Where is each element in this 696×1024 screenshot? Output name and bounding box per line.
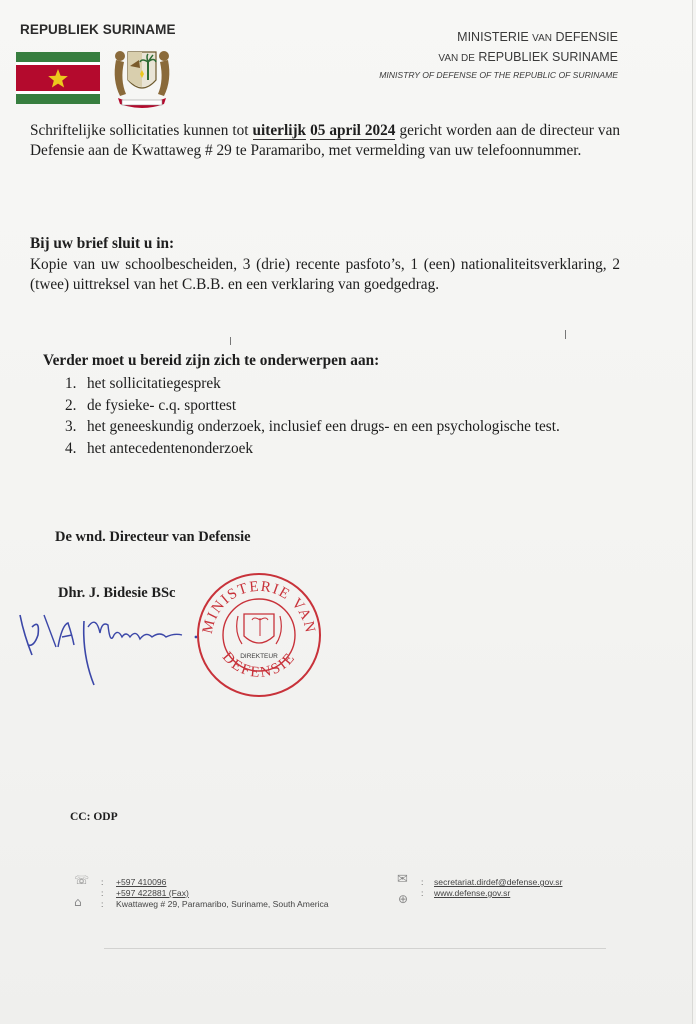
ministry-name-en: MINISTRY OF DEFENSE OF THE REPUBLIC OF SURINAME bbox=[379, 70, 618, 80]
fax-number[interactable]: +597 422881 (Fax) bbox=[116, 888, 189, 898]
scan-mark bbox=[565, 330, 566, 339]
official-stamp bbox=[194, 570, 324, 700]
handwritten-signature bbox=[10, 585, 210, 695]
email-link[interactable]: secretariat.dirdef@defense.gov.sr bbox=[434, 877, 563, 887]
suriname-flag bbox=[16, 52, 100, 104]
requirements-heading: Verder moet u bereid zijn zich te onderwerpen aan: bbox=[43, 352, 380, 369]
list-item: 1. het sollicitatiegesprek bbox=[65, 375, 221, 392]
contact-footer: ☏ : : : ⌂ +597 410096 +597 422881 (Fax) Kwattaweg # 29, Paramaribo, Suriname, South America ✉ : ⊕ : secretariat.dirdef@defense.gov.sr www.defense.gov.sr bbox=[74, 872, 563, 909]
deadline-date: 05 april 2024 bbox=[310, 122, 396, 139]
location-icon: ⌂ bbox=[74, 895, 82, 909]
ministry-header bbox=[379, 30, 618, 80]
coat-of-arms bbox=[106, 40, 178, 112]
list-item: 3. het geneeskundig onderzoek, inclusief een drugs- en een psychologische test. bbox=[65, 418, 560, 435]
footer-divider bbox=[104, 948, 606, 949]
attachments-heading: Bij uw brief sluit u in: bbox=[30, 235, 175, 252]
scan-mark bbox=[230, 337, 231, 345]
mail-icon: ✉ bbox=[397, 872, 408, 887]
list-item: 2. de fysieke- c.q. sporttest bbox=[65, 396, 237, 414]
postal-address: Kwattaweg # 29, Paramaribo, Suriname, South America bbox=[116, 899, 329, 909]
ministry-name-nl: MINISTERIE VAN DEFENSIE bbox=[457, 30, 618, 44]
director-title: De wnd. Directeur van Defensie bbox=[55, 529, 251, 545]
republic-title: REPUBLIEK SURINAME bbox=[20, 22, 176, 37]
stamp-top-text: MINISTERIE VAN bbox=[199, 578, 319, 636]
globe-icon: ⊕ bbox=[398, 892, 409, 906]
phone-number[interactable]: +597 410096 bbox=[116, 877, 167, 887]
application-deadline-paragraph: Schriftelijke sollicitaties kunnen tot uiterlijk 05 april 2024 gericht worden aan de directeur van Defensie aan de Kwattaweg # 29 te Paramaribo, met vermelding van uw telefoonnummer. bbox=[30, 122, 621, 159]
stamp-bottom-text: DEFENSIE bbox=[218, 649, 300, 682]
phone-icon: ☏ bbox=[74, 873, 90, 887]
attachments-text: Kopie van uw schoolbescheiden, 3 (drie) recente pasfoto’s, 1 (een) nationaliteitsverklaring, 2 (twee) uittreksel van het C.B.B. en een verklaring van goedgedrag. bbox=[30, 256, 620, 293]
director-name: Dhr. J. Bidesie BSc bbox=[58, 585, 176, 601]
stamp-center-text: DIREKTEUR bbox=[240, 653, 278, 660]
deadline-uiterlijk: uiterlijk bbox=[252, 122, 307, 139]
svg-text:MINISTERIE VAN bbox=[200, 579, 318, 635]
list-item: 4. het antecedentenonderzoek bbox=[65, 439, 254, 457]
ministry-republic-nl: VAN DE REPUBLIEK SURINAME bbox=[438, 50, 618, 64]
requirements-list bbox=[65, 373, 560, 459]
website-link[interactable]: www.defense.gov.sr bbox=[434, 888, 511, 898]
cc-line: CC: ODP bbox=[70, 811, 118, 823]
